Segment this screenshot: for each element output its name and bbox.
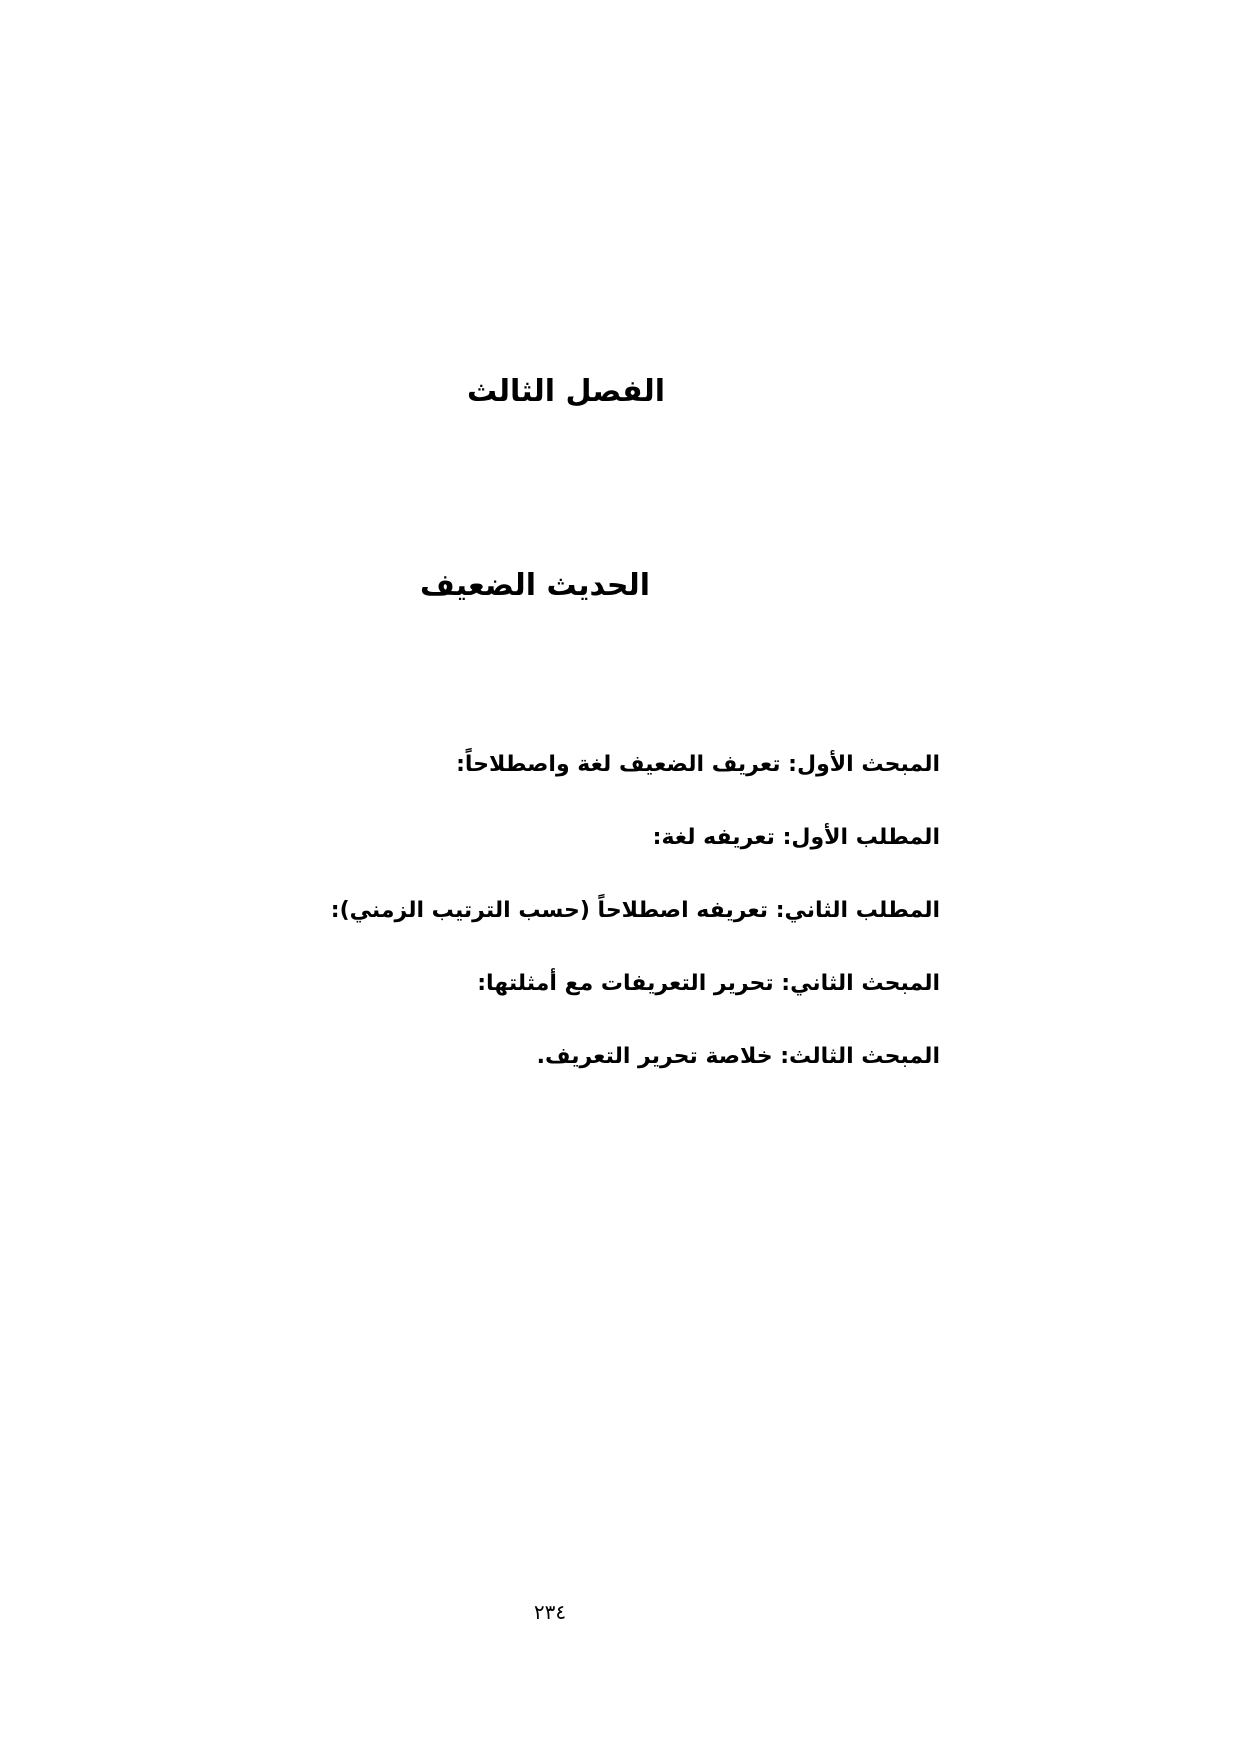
toc-item-subsection-2: المطلب الثاني: تعريفه اصطلاحاً (حسب الترتيب الزمني): bbox=[330, 898, 940, 923]
table-of-contents bbox=[331, 750, 940, 1115]
chapter-title: الحديث الضعيف bbox=[420, 568, 650, 603]
toc-item-section-1: المبحث الأول: تعريف الضعيف لغة واصطلاحاً: bbox=[456, 752, 940, 777]
chapter-label: الفصل الثالث bbox=[466, 374, 665, 409]
page-number: ٢٣٤ bbox=[533, 1600, 567, 1624]
toc-item-section-2: المبحث الثاني: تحرير التعريفات مع أمثلتها: bbox=[477, 971, 940, 996]
toc-item-section-3: المبحث الثالث: خلاصة تحرير التعريف. bbox=[536, 1044, 940, 1069]
toc-item-subsection-1: المطلب الأول: تعريفه لغة: bbox=[652, 825, 940, 850]
